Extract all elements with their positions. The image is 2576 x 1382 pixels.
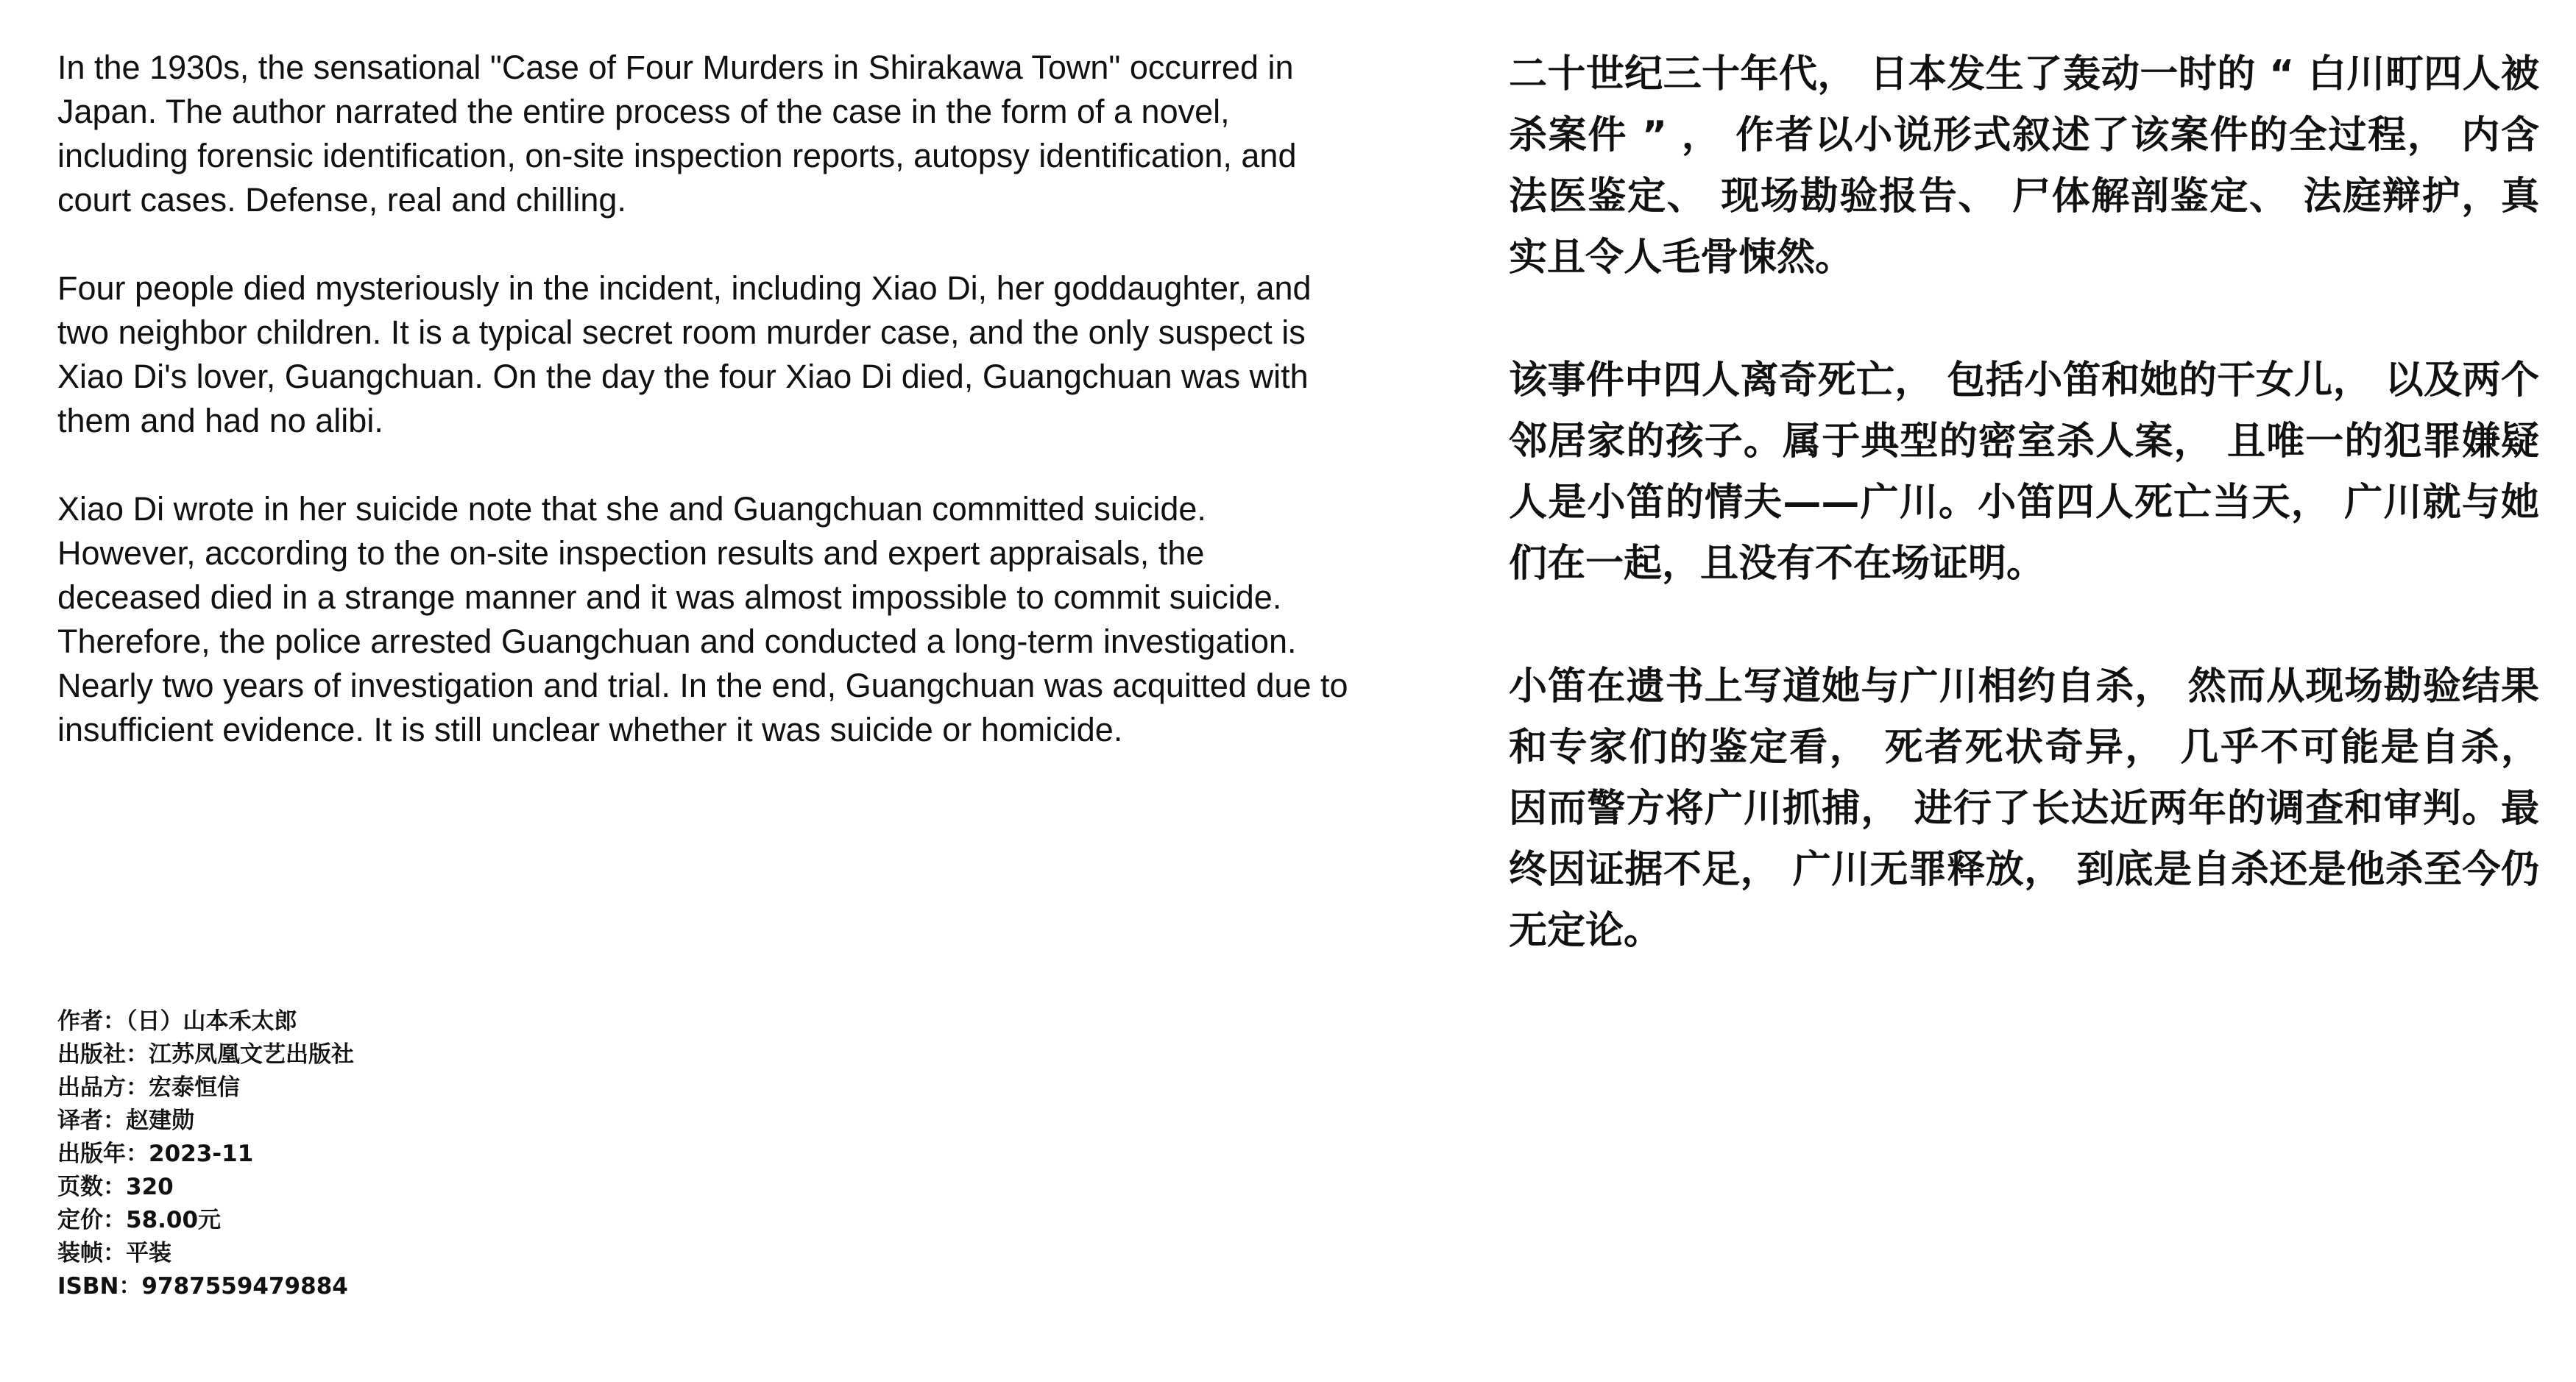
english-paragraph-1: In the 1930s, the sensational "Case of Four Murders in Shirakawa Town" occurred in Japan. The author narrated the entire process of the case in the form of a novel, including forensic identification, on-site inspection reports, autopsy identification, and court cases. Defense, real and chilling. [57, 49, 1297, 219]
chinese-description [1509, 44, 2539, 1024]
book-info-publisher: 出版社：江苏凤凰文艺出版社 [57, 1041, 354, 1068]
book-info [57, 1005, 720, 1303]
book-info-author: 作者：（日）山本禾太郎 [57, 1008, 297, 1035]
book-info-pages: 页数：320 [57, 1174, 174, 1200]
english-paragraph-2: Four people died mysteriously in the incident, including Xiao Di, her goddaughter, and two neighbor children. It is a typical secret room murder case, and the only suspect is Xiao Di's lover, Guangchuan. On the day the four Xiao Di died, Guangchuan was with them and had no alibi. [57, 269, 1312, 439]
book-info-translator: 译者：赵建勋 [57, 1108, 194, 1134]
english-description [57, 46, 1353, 796]
book-info-binding: 装帧：平装 [57, 1240, 171, 1266]
book-info-isbn: ISBN：9787559479884 [57, 1273, 348, 1300]
book-info-publish-date: 出版年：2023-11 [57, 1141, 254, 1167]
chinese-paragraph-1: 二十世纪三十年代， 日本发生了轰动一时的 “ 白川町四人被杀案件 ” ， 作者以小说形式叙述了该案件的全过程， 内含法医鉴定、 现场勘验报告、 尸体解剖鉴定、 法庭辩护，真实且令人毛骨悚然。 [1509, 52, 2539, 280]
english-paragraph-3: Xiao Di wrote in her suicide note that she and Guangchuan committed suicide. However, according to the on-site inspection results and expert appraisals, the deceased died in a strange manner and it was almost impossible to commit suicide. Therefore, the police arrested Guangchuan and conducted a long-term investigation. Nearly two years of investigation and trial. In the end, Guangchuan was acquitted due to insufficient evidence. It is still unclear whether it was suicide or homicide. [57, 490, 1348, 748]
book-info-producer: 出品方：宏泰恒信 [57, 1074, 240, 1101]
chinese-paragraph-2: 该事件中四人离奇死亡， 包括小笛和她的干女儿， 以及两个邻居家的孩子。属于典型的密室杀人案， 且唯一的犯罪嫌疑人是小笛的情夫——广川。小笛四人死亡当天， 广川就与她们在一起，且没有不在场证明。 [1509, 358, 2539, 586]
book-info-price: 定价：58.00元 [57, 1207, 222, 1233]
chinese-paragraph-3: 小笛在遗书上写道她与广川相约自杀， 然而从现场勘验结果和专家们的鉴定看， 死者死状奇异， 几乎不可能是自杀， 因而警方将广川抓捕， 进行了长达近两年的调查和审判。最终因证据不足， 广川无罪释放， 到底是自杀还是他杀至今仍无定论。 [1509, 665, 2539, 953]
